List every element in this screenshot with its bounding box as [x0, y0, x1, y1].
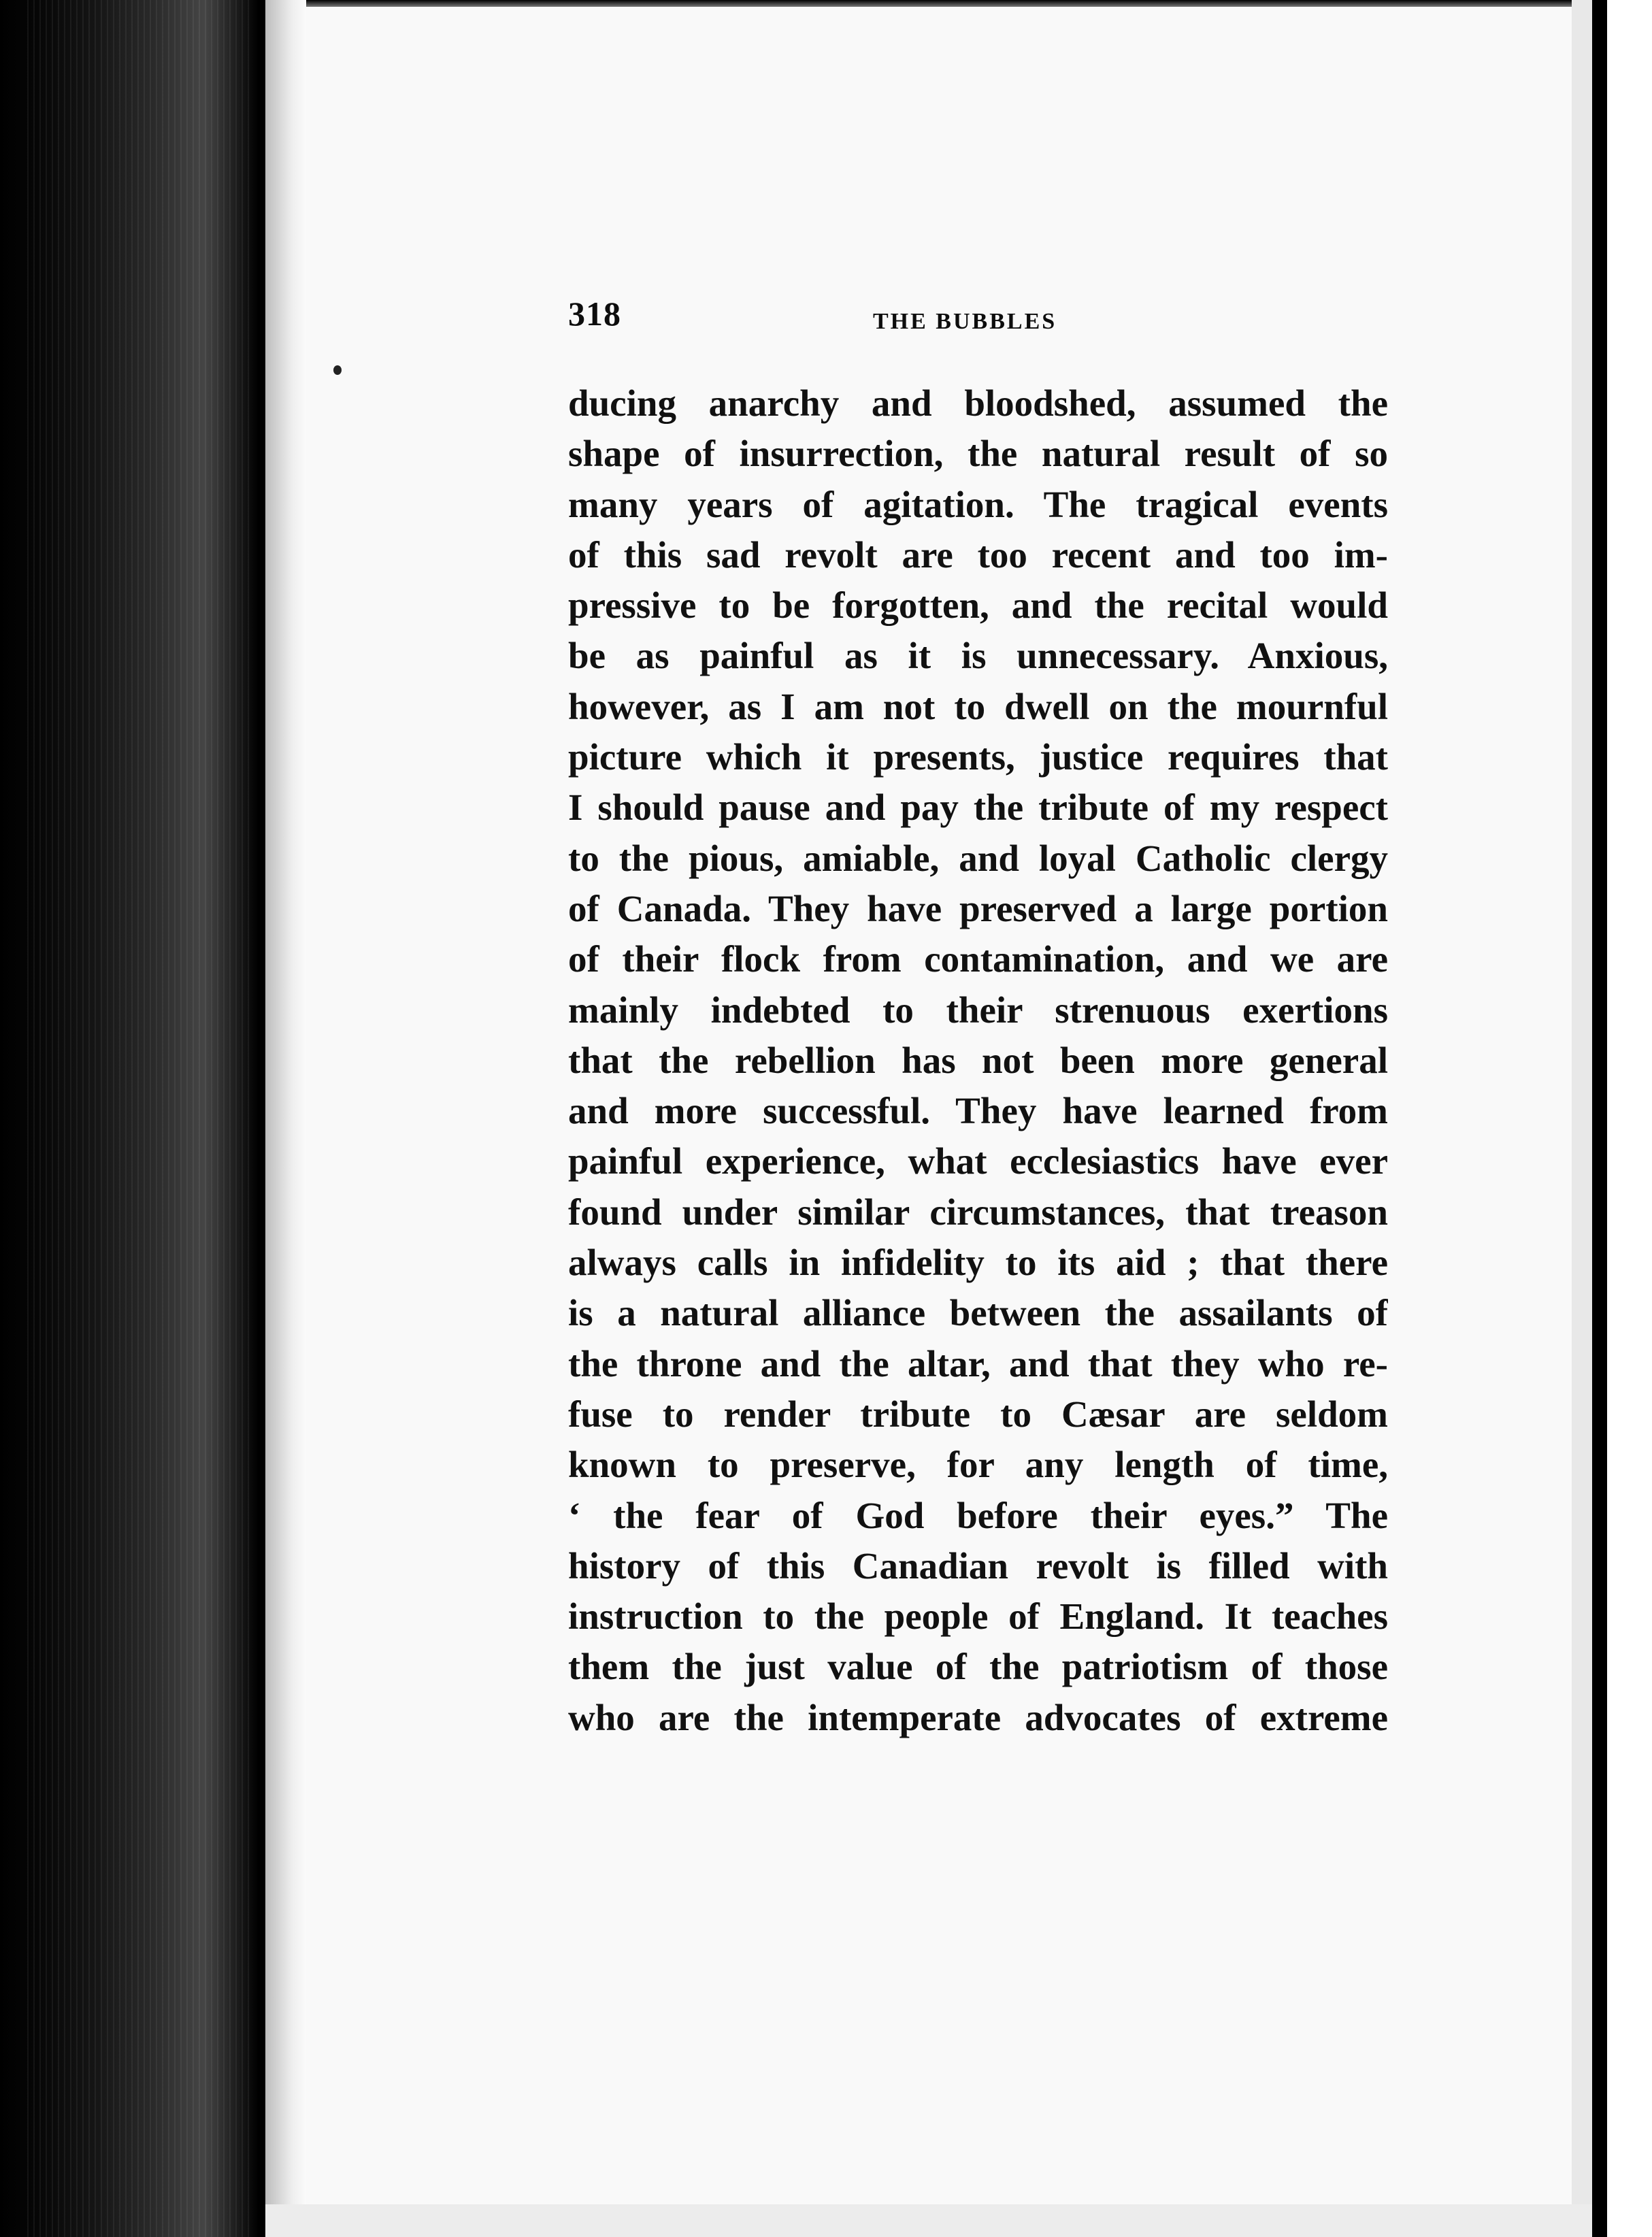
text-line: known to preserve, for any length of time,	[568, 1444, 1388, 1486]
text-line: history of this Canadian revolt is filled with	[568, 1544, 1388, 1587]
text-line: many years of agitation. The tragical events	[568, 483, 1388, 525]
text-line: to the pious, amiable, and loyal Catholic clergy	[568, 837, 1388, 879]
text-line: pressive to be forgotten, and the recital would	[568, 584, 1388, 627]
right-border	[1592, 0, 1607, 2237]
text-line: always calls in infidelity to its aid ; that there	[568, 1242, 1388, 1284]
text-line: that the rebellion has not been more general	[568, 1039, 1388, 1081]
text-line: who are the intemperate advocates of extreme	[568, 1696, 1388, 1738]
right-margin	[1607, 0, 1652, 2237]
top-border	[265, 0, 1592, 7]
text-line: found under similar circumstances, that treason	[568, 1191, 1388, 1233]
text-line: fuse to render tribute to Cæsar are seldom	[568, 1393, 1388, 1435]
page-number: 318	[568, 295, 621, 333]
running-head	[568, 294, 1385, 348]
gutter-shadow	[265, 0, 306, 2237]
right-binding-strip	[1572, 0, 1592, 2237]
page-edge-texture	[27, 0, 252, 2237]
text-line: is a natural alliance between the assailants of	[568, 1292, 1388, 1334]
body-text	[568, 378, 1388, 1743]
ink-spot	[333, 365, 342, 375]
text-line: ‘ the fear of God before their eyes.” The	[568, 1494, 1388, 1536]
text-line: of this sad revolt are too recent and too im-	[568, 533, 1388, 576]
text-line: painful experience, what ecclesiastics have ever	[568, 1140, 1388, 1182]
text-line: and more successful. They have learned from	[568, 1090, 1388, 1132]
text-line: of Canada. They have preserved a large portion	[568, 887, 1388, 929]
text-line: however, as I am not to dwell on the mournful	[568, 685, 1388, 727]
text-line: I should pause and pay the tribute of my respect	[568, 786, 1388, 829]
running-title: THE BUBBLES	[873, 309, 1057, 334]
text-line: picture which it presents, justice requires that	[568, 736, 1388, 778]
text-line: shape of insurrection, the natural result of so	[568, 433, 1388, 475]
text-line: mainly indebted to their strenuous exertions	[568, 989, 1388, 1031]
text-line: ducing anarchy and bloodshed, assumed the	[568, 382, 1388, 424]
text-line: of their flock from contamination, and we are	[568, 938, 1388, 980]
text-line: the throne and the altar, and that they who re-	[568, 1342, 1388, 1385]
bottom-margin	[265, 2204, 1592, 2237]
text-line: them the just value of the patriotism of those	[568, 1646, 1388, 1688]
text-line: be as painful as it is unnecessary. Anxious,	[568, 635, 1388, 677]
text-line: instruction to the people of England. It teaches	[568, 1595, 1388, 1638]
